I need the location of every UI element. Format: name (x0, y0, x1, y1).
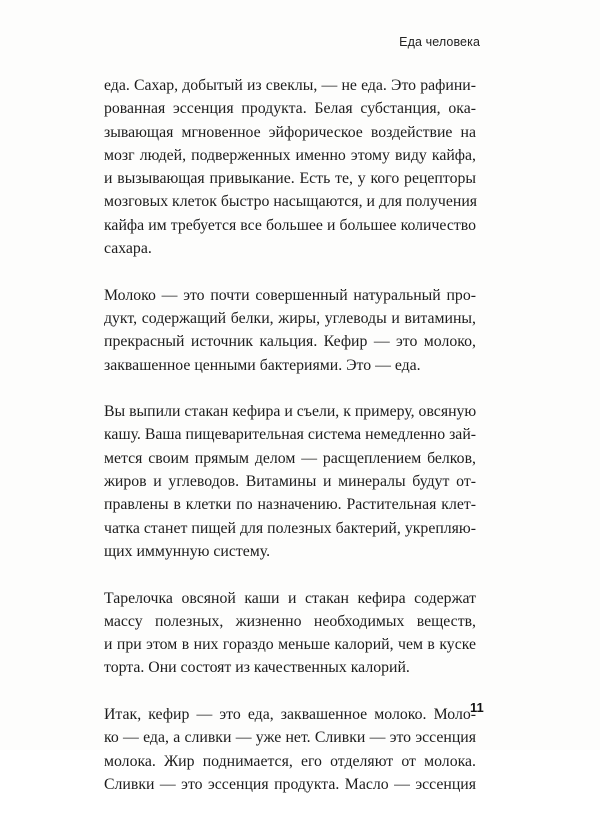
body-text (104, 74, 476, 820)
text-line: чатка станет пищей для полезных бактерий, укрепляю- (104, 519, 476, 537)
paragraph (104, 284, 476, 377)
text-line: мозг людей, подверженных именно этому виду кайфа, (104, 146, 476, 164)
running-header: Еда человека (399, 35, 480, 49)
text-line: и при этом в них гораздо меньше калорий, чем в куске (104, 636, 476, 654)
text-line: Тарелочка овсяной каши и стакан кефира содержат (104, 589, 476, 607)
text-line: зывающая мгновенное эйфорическое воздействие на (104, 123, 476, 141)
paragraph (104, 587, 476, 680)
text-line: ко — еда, а сливки — уже нет. Сливки — это эссенция (104, 729, 476, 747)
text-line: заквашенное ценными бактериями. Это — еда. (104, 356, 421, 374)
text-line: массу полезных, жизненно необходимых веществ, (104, 612, 476, 630)
page-number: 11 (470, 700, 484, 715)
text-line: прекрасный источник кальция. Кефир — это молоко, (104, 333, 476, 351)
text-line: молока. Жир поднимается, его отделяют от молока. (104, 752, 476, 770)
text-line: жиров и углеводов. Витамины и минералы будут от- (104, 473, 476, 491)
text-line: Молоко — это почти совершенный натуральный про- (104, 286, 476, 304)
text-line: рованная эссенция продукта. Белая субстанция, ока- (104, 100, 476, 118)
text-line: Сливки — это эссенция продукта. Масло — эссенция (104, 775, 476, 793)
text-line: сахара. (104, 240, 152, 258)
text-line: Итак, кефир — это еда, заквашенное молоко. Моло- (104, 706, 476, 724)
text-line: щих иммунную систему. (104, 542, 271, 560)
text-line: Вы выпили стакан кефира и съели, к примеру, овсяную (104, 403, 477, 421)
text-line: мозговых клеток быстро насыщаются, и для получения (104, 193, 478, 211)
text-line: торта. Они состоят из качественных калорий. (104, 659, 410, 677)
text-line: и вызывающая привыкание. Есть те, у кого рецепторы (104, 170, 476, 188)
paragraph (104, 74, 476, 260)
text-line: правлены в клетки по назначению. Растительная клет- (104, 496, 476, 514)
text-line: мется своим прямым делом — расщеплением белков, (104, 449, 476, 467)
text-line: кашу. Ваша пищеварительная система немедленно зай- (104, 426, 477, 444)
text-line: кайфа им требуется все большее и большее количество (104, 216, 476, 234)
text-line: дукт, содержащий белки, жиры, углеводы и витамины, (104, 309, 476, 327)
text-line: еда. Сахар, добытый из свеклы, — не еда. Это рафини- (104, 77, 476, 94)
paragraph (104, 400, 476, 563)
